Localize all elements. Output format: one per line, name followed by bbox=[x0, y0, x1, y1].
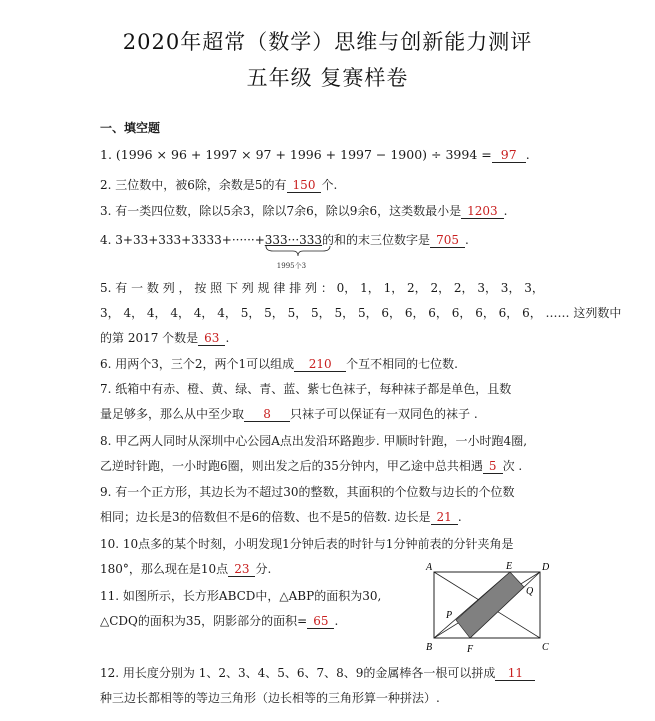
question-5-text: 的第 2017 个数是 bbox=[100, 331, 199, 345]
question-12-answer: 11 bbox=[495, 666, 535, 681]
question-11-answer: 65 bbox=[307, 614, 334, 629]
underbrace-term bbox=[264, 232, 323, 270]
question-10-answer: 23 bbox=[228, 562, 255, 577]
question-6 bbox=[100, 356, 458, 372]
question-2-answer: 150 bbox=[287, 178, 322, 193]
question-9-answer: 21 bbox=[431, 510, 458, 525]
label-a: A bbox=[426, 562, 433, 573]
question-7-suffix: 只袜子可以保证有一双同色的袜子 . bbox=[290, 407, 478, 421]
question-9-line-2: 相同；边长是3的倍数但不是6的倍数、也不是5的倍数. 边长是 21 . bbox=[100, 510, 462, 524]
question-12-line-1 bbox=[100, 665, 535, 681]
shaded-region bbox=[456, 572, 524, 638]
question-3: 3. 有一类四位数，除以5余3，除以7余6，除以9余6，这类数最小是 1203 . bbox=[100, 204, 508, 218]
question-11-text: △CDQ的面积为35，阴影部分的面积= bbox=[100, 614, 308, 628]
question-8-answer: 5 bbox=[483, 459, 503, 474]
label-b: B bbox=[426, 642, 433, 653]
question-1-text: 1. (1996 × 96 + 1997 × 97 + 1996 + 1997 − 1900) ÷ 3994 = bbox=[100, 147, 492, 162]
question-7-line-1: 7. 纸箱中有赤、橙、黄、绿、青、蓝、紫七色袜子，每种袜子都是单色，且数 bbox=[100, 382, 512, 396]
rectangle-figure bbox=[420, 560, 550, 656]
brace-term-text: 333···333 bbox=[264, 233, 323, 247]
question-1: 1. (1996 × 96 + 1997 × 97 + 1996 + 1997 − 1900) ÷ 3994 = 97 . bbox=[100, 147, 530, 162]
question-2-text: 2. 三位数中，被6除，余数是5的有 bbox=[100, 178, 287, 192]
question-6-suffix: 个互不相同的七位数. bbox=[346, 357, 458, 371]
question-7-answer: 8 bbox=[244, 407, 290, 422]
question-11-line-1: 11. 如图所示，长方形ABCD中，△ABP的面积为30, bbox=[100, 589, 382, 603]
label-p: P bbox=[446, 610, 453, 621]
question-12-line-2: 种三边长都相等的等边三角形（边长相等的三角形算一种拼法）. bbox=[100, 691, 440, 705]
question-11-line-2: △CDQ的面积为35，阴影部分的面积= 65 . bbox=[100, 614, 339, 628]
question-5-line-3: 的第 2017 个数是 63 . bbox=[100, 331, 230, 345]
question-1-answer: 97 bbox=[492, 148, 526, 163]
question-3-answer: 1203 bbox=[461, 204, 504, 219]
label-q: Q bbox=[526, 586, 534, 597]
label-d: D bbox=[542, 562, 550, 573]
question-10-text: 180°，那么现在是10点 bbox=[100, 562, 229, 576]
question-8-line-1: 8. 甲乙两人同时从深圳中心公园A点出发沿环路跑步. 甲顺时针跑，一小时跑4圈, bbox=[100, 434, 528, 448]
brace-note: 1995个3 bbox=[276, 262, 307, 270]
question-10-suffix: 分. bbox=[255, 562, 272, 576]
underbrace-icon bbox=[265, 245, 331, 257]
question-6-text: 6. 用两个3，三个2，两个1可以组成 bbox=[100, 357, 295, 371]
label-f: F bbox=[467, 644, 474, 655]
question-2 bbox=[100, 177, 337, 193]
question-9-line-1: 9. 有一个正方形，其边长为不超过30的整数，其面积的个位数与边长的个位数 bbox=[100, 485, 515, 499]
question-5-line-1: 5. 有 一 数 列 ， 按 照 下 列 规 律 排 列 ： 0， 1， 1， 2， 2， 2， 3， 3， 3， bbox=[100, 281, 544, 295]
exam-subtitle: 五年级 复赛样卷 bbox=[246, 66, 409, 90]
question-8-suffix: 次 . bbox=[502, 459, 523, 473]
question-8-text: 乙逆时针跑，一小时跑6圈，则出发之后的35分钟内，甲乙途中总共相遇 bbox=[100, 459, 483, 473]
exam-title: 2020年超常（数学）思维与创新能力测评 bbox=[122, 30, 533, 54]
question-4-answer: 705 bbox=[430, 233, 465, 248]
question-2-suffix: 个. bbox=[321, 178, 338, 192]
section-heading: 一、填空题 bbox=[100, 121, 161, 135]
question-10-line-2 bbox=[100, 561, 271, 577]
question-7-line-2 bbox=[100, 406, 478, 422]
question-4-text: 4. 3+33+333+3333+······+ bbox=[100, 233, 265, 247]
label-e: E bbox=[506, 561, 513, 572]
question-10-line-1: 10. 10点多的某个时刻，小明发现1分钟后表的时针与1分钟前表的分针夹角是 bbox=[100, 537, 514, 551]
question-3-text: 3. 有一类四位数，除以5余3，除以7余6，除以9余6，这类数最小是 bbox=[100, 204, 462, 218]
question-4: 4. 3+33+333+3333+······+333···333 1995个3 的和的末三位数字是 705 . bbox=[100, 232, 469, 248]
question-4-suffix: 的和的末三位数字是 bbox=[322, 233, 431, 247]
label-c: C bbox=[542, 642, 549, 653]
question-5-answer: 63 bbox=[198, 331, 225, 346]
question-9-text: 相同；边长是3的倍数但不是6的倍数、也不是5的倍数. 边长是 bbox=[100, 510, 431, 524]
question-5-line-2: 3， 4， 4， 4， 4， 4， 5， 5， 5， 5， 5， 5， 6， 6， 6， 6， 6， 6， 6， …… 这列数中 bbox=[100, 306, 622, 320]
question-8-line-2 bbox=[100, 458, 522, 474]
question-6-answer: 210 bbox=[294, 357, 346, 372]
question-7-text: 量足够多，那么从中至少取 bbox=[100, 407, 245, 421]
question-12-text: 12. 用长度分别为 1、2、3、4、5、6、7、8、9的金属棒各一根可以拼成 bbox=[100, 666, 496, 680]
